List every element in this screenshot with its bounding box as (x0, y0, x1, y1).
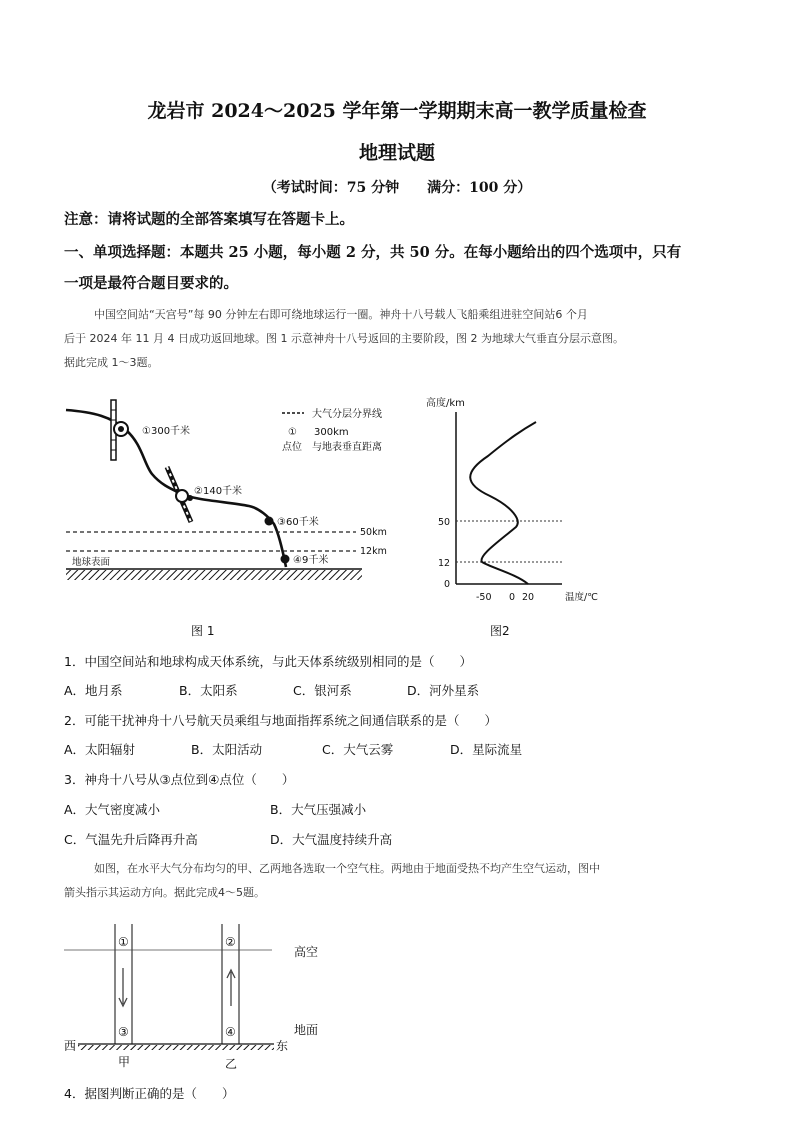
q2-option-a[interactable]: A．太阳辐射 (64, 742, 136, 757)
section1-line1: 一、单项选择题：本题共 25 小题，每小题 2 分，共 50 分。在每小题给出的四个选项中，只有 (64, 244, 682, 261)
passage1-line2: 后于 2024 年 11 月 4 日成功返回地球。图 1 示意神舟十八号返回的主要阶段，图 2 为地球大气垂直分层示意图。 (64, 332, 624, 345)
label-50km: 50km (360, 527, 387, 538)
figure2-atmosphere-profile (420, 392, 610, 610)
q2-option-c[interactable]: C．大气云雾 (322, 742, 394, 757)
legend-line-label: 大气分层分界线 (312, 409, 382, 420)
legend-point: 点位 (282, 442, 302, 453)
exam-info: （考试时间：75 分钟 满分：100 分） (262, 180, 532, 196)
upper-air-label: 高空 (294, 945, 319, 959)
east-label: 东 (276, 1039, 289, 1053)
exam-title: 龙岩市 2024～2025 学年第一学期期末高一教学质量检查 (147, 100, 647, 122)
question4-stem: 4．据图判断正确的是（ ） (64, 1086, 235, 1101)
circle-4: ④ (225, 1025, 236, 1039)
ground-hatch-fig3 (78, 1045, 274, 1050)
passage1-line1: 中国空间站“天宫号”每 90 分钟左右即可绕地球运行一圈。神舟十八号载人飞船乘组进驻空间站6 个月 (94, 308, 588, 321)
q3-option-b[interactable]: B．大气压强减小 (270, 802, 367, 817)
q2-option-b[interactable]: B．太阳活动 (191, 742, 263, 757)
question2-stem: 2．可能干扰神舟十八号航天员乘组与地面指挥系统之间通信联系的是（ ） (64, 713, 497, 728)
figure1-reentry-diagram (64, 392, 404, 610)
legend-circle: ① (288, 427, 297, 438)
fig2-tick-12: 12 (438, 558, 451, 569)
fig2-tick-50: 50 (438, 517, 451, 528)
circle-3: ③ (118, 1025, 129, 1039)
q1-option-b[interactable]: B．太阳系 (179, 683, 238, 698)
q2-option-d[interactable]: D．星际流星 (450, 742, 523, 757)
figure2-caption: 图2 (490, 624, 510, 638)
fig2-xtick-20: 20 (522, 592, 535, 603)
point3-label: ③60千米 (277, 517, 319, 528)
question3-stem: 3．神舟十八号从③点位到④点位（ ） (64, 772, 295, 787)
circle-1: ① (118, 935, 129, 949)
q1-option-c[interactable]: C．银河系 (293, 683, 352, 698)
circle-2: ② (225, 935, 236, 949)
fig2-xtick-m50: -50 (476, 592, 492, 603)
q3-option-c[interactable]: C．气温先升后降再升高 (64, 832, 198, 847)
figure1-caption: 图 1 (191, 624, 215, 638)
west-label: 西 (64, 1039, 77, 1053)
point2-label: ②140千米 (194, 486, 243, 497)
passage2-line1: 如图，在水平大气分布均匀的甲、乙两地各选取一个空气柱。两地由于地面受热不均产生空气运动，图中 (94, 862, 600, 875)
question1-stem: 1．中国空间站和地球构成天体系统，与此天体系统级别相同的是（ ） (64, 654, 472, 669)
subject-title: 地理试题 (358, 142, 435, 164)
label-12km: 12km (360, 546, 387, 557)
q3-option-d[interactable]: D．大气温度持续升高 (270, 832, 393, 847)
q3-option-a[interactable]: A．大气密度减小 (64, 802, 161, 817)
fig2-ylabel: 高度/km (426, 398, 465, 409)
q1-option-d[interactable]: D．河外星系 (407, 683, 480, 698)
q1-option-a[interactable]: A．地月系 (64, 683, 123, 698)
passage1-line3: 据此完成 1～3题。 (64, 356, 159, 369)
legend-desc: 与地表垂直距离 (312, 442, 382, 453)
passage2-line2: 箭头指示其运动方向。据此完成4～5题。 (64, 886, 265, 899)
notice: 注意：请将试题的全部答案填写在答题卡上。 (64, 211, 354, 228)
point4-label: ④9千米 (293, 555, 329, 566)
point1-label: ①300千米 (142, 426, 191, 437)
legend-km: 300km (314, 427, 349, 438)
fig2-xlabel: 温度/℃ (565, 592, 598, 603)
point4-marker (281, 555, 290, 564)
jia-label: 甲 (118, 1055, 131, 1069)
ground-label: 地面 (294, 1023, 319, 1037)
surface-label: 地球表面 (72, 557, 111, 568)
fig2-xtick-0: 0 (509, 592, 516, 603)
yi-label: 乙 (225, 1057, 238, 1071)
point3-marker (265, 517, 274, 526)
ground-hatch (66, 570, 362, 580)
figure3-air-columns (62, 920, 342, 1072)
fig2-tick-0: 0 (444, 579, 451, 590)
section1-line2: 一项是最符合题目要求的。 (64, 275, 238, 292)
